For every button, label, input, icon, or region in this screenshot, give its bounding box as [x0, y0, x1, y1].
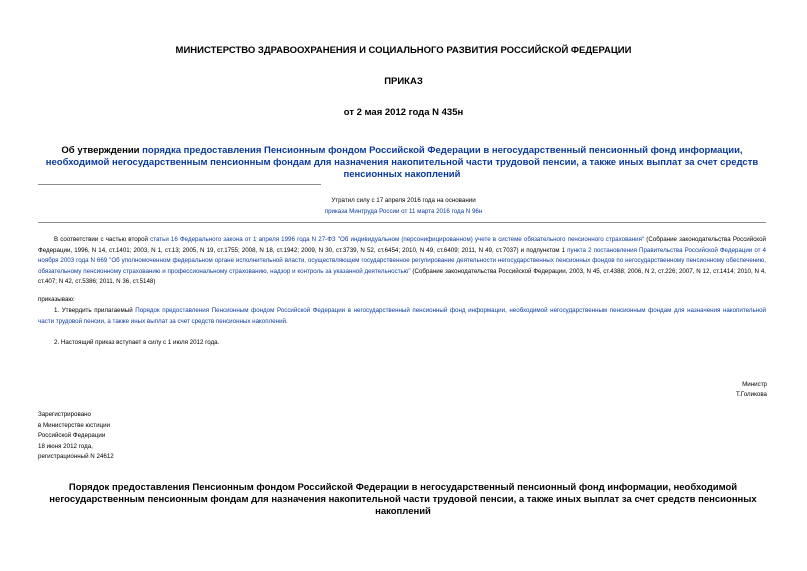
- separator-line-short: [38, 184, 321, 185]
- registration-line: Зарегистрировано: [38, 411, 91, 418]
- status-line: Утратил силу с 17 апреля 2016 года на основании: [331, 197, 476, 204]
- annex-title: Порядок предоставления Пенсионным фондом Российской Федерации в негосударственный пенсионный фонд информации, необходимой негосударственным пенсионным фондам для назначения накопительной части трудовой пенсии, а также иных выплат за счет средств пенсионных накоплений: [49, 482, 757, 517]
- registration-line: Российской Федерации: [38, 432, 106, 439]
- preamble-text-3: (Собрание законодательства Российской Федерации, 2003, N 45, ст.4388; 2006, N 2, ст.226; 2007, N 12, ст.1414; 2010, N 4, ст.407; N 42, ст.5386; 2011, N 36, ст.5148): [38, 267, 766, 285]
- registration-block: [38, 410, 238, 463]
- registration-line: регистрационный N 24612: [38, 453, 114, 460]
- preamble-text-1: В соответствии с частью второй: [54, 236, 151, 243]
- registration-line: в Министерстве юстиции: [38, 421, 111, 429]
- preamble-paragraph: [38, 235, 766, 288]
- signature-name: Т.Голикова: [736, 391, 767, 398]
- signature-position: Министр: [742, 381, 767, 388]
- separator-line-full: [38, 222, 766, 223]
- registration-line: 18 июня 2012 года,: [38, 442, 93, 450]
- date-number-heading: от 2 мая 2012 года N 435н: [343, 107, 464, 118]
- ministry-heading: МИНИСТЕРСТВО ЗДРАВООХРАНЕНИЯ И СОЦИАЛЬНОГО РАЗВИТИЯ РОССИЙСКОЙ ФЕДЕРАЦИИ: [175, 45, 632, 56]
- document-title: [38, 145, 766, 181]
- preamble-decree-link[interactable]: пункта 2 постановления Правительства Российской Федерации от 4 ноября 2003 года N 669 "Об уполномоченном федеральном органе исполнительной власти, осуществляющем государственное регулирование деятельности негосударственных пенсионных фондов по негосударственному пенсионному обеспечению, обязательному пенсионному страхованию и профессиональному страхованию, надзор и контроль за указанной деятельностью": [38, 246, 766, 275]
- preamble-law-link[interactable]: статьи 16 Федерального закона от 1 апреля 1996 года N 27-ФЗ "Об индивидуальном (персонифицированном) учете в системе обязательного пенсионного страхования": [150, 236, 645, 243]
- item-2-paragraph: 2. Настоящий приказ вступает в силу с 1 июля 2012 года.: [54, 339, 220, 346]
- preamble-text-2: (Собрание законодательства Российской Федерации, 1996, N 14, ст.1401; 2003, N 1, ст.13; 2005, N 19, ст.1755; 2008, N 18, ст.1942; 2009, N 30, ст.3739, N 52, ст.6454; 2010, N 49, ст.6409; 2011, N 49, ст.7037) и подпунктом 1: [38, 236, 766, 254]
- title-link[interactable]: порядка предоставления Пенсионным фондом Российской Федерации в негосударственный пенсионный фонд информации, необходимой негосударственным пенсионным фондам для назначения накопительной части трудовой пенсии, а также иных выплат за счет средств пенсионных накоплений: [45, 145, 759, 180]
- item-1-text: 1. Утвердить прилагаемый: [54, 307, 136, 314]
- item-1-order-link[interactable]: Порядок предоставления Пенсионным фондом Российской Федерации в негосударственный пенсионный фонд информации, необходимой негосударственным пенсионным фондам для назначения накопительной части трудовой пенсии, а также иных выплат за счет средств пенсионных накоплений: [38, 307, 766, 325]
- item-1-paragraph: [38, 306, 766, 327]
- prikazyvayu-label: приказываю:: [38, 296, 75, 303]
- item-1-end: .: [285, 317, 288, 325]
- title-prefix: Об утверждении: [61, 145, 143, 156]
- status-link[interactable]: приказа Минтруда России от 11 марта 2016 года N 96н: [324, 208, 483, 215]
- doc-type-heading: ПРИКАЗ: [384, 76, 423, 87]
